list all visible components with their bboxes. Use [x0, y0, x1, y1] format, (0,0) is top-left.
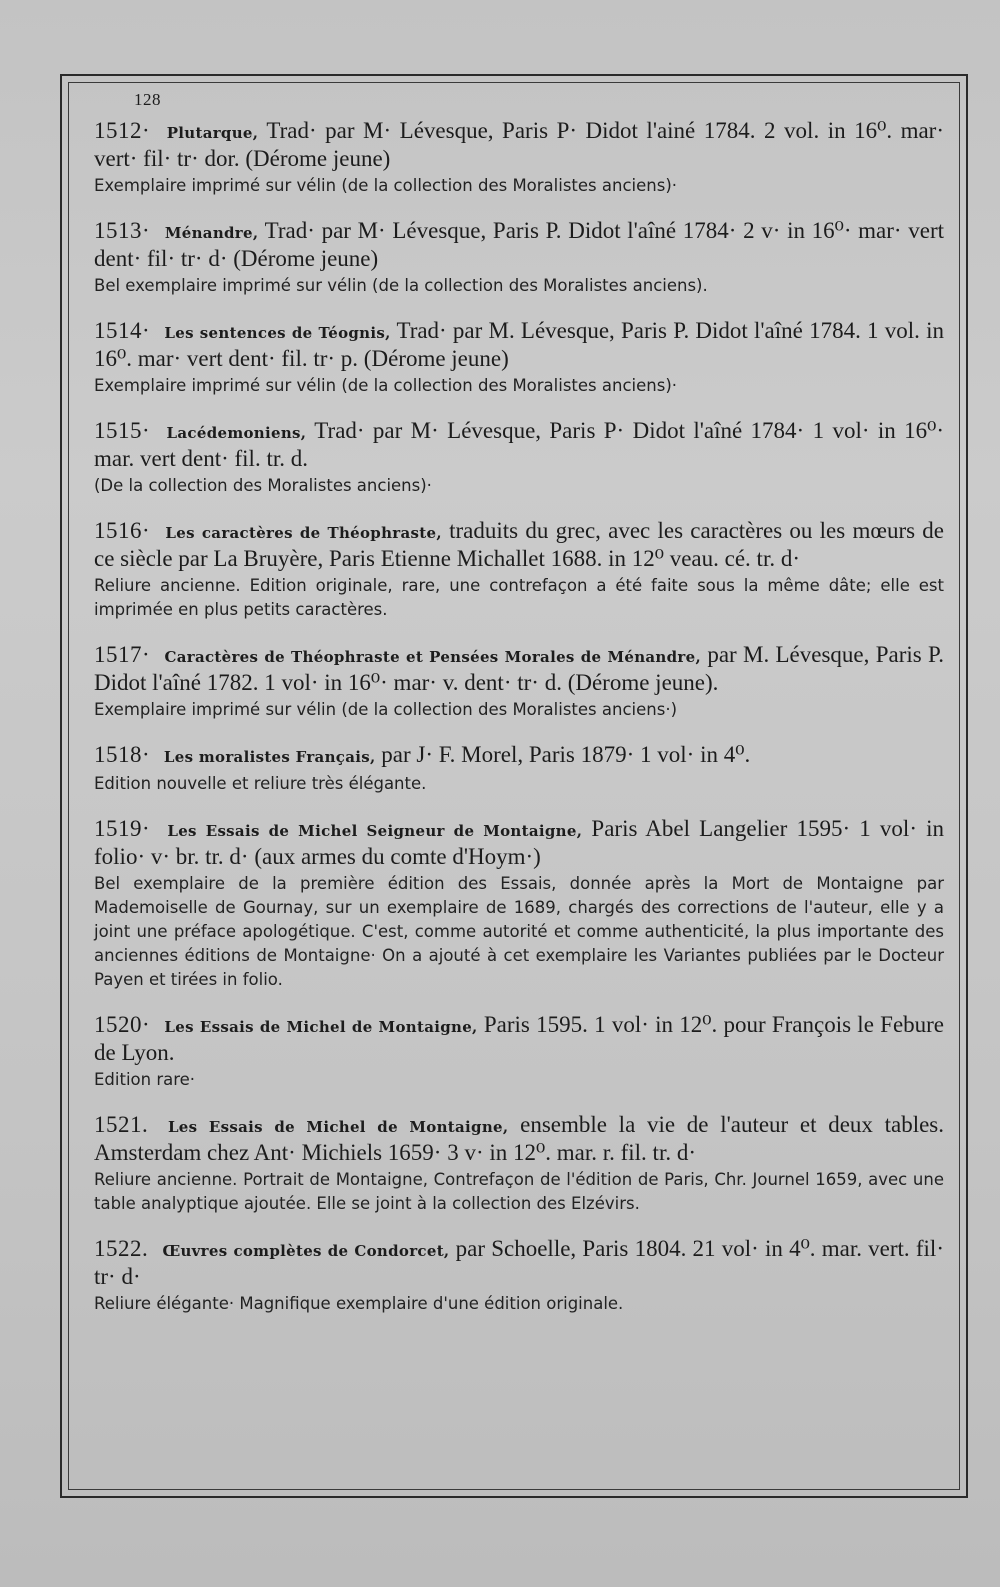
entry-title: Caractères de Théophraste et Pensées Morales de Ménandre, [164, 648, 701, 666]
entry-heading [94, 1236, 944, 1290]
catalogue-entry [94, 418, 944, 498]
entry-note: Bel exemplaire imprimé sur vélin (de la collection des Moralistes anciens). [94, 276, 708, 295]
entry-heading [94, 742, 944, 770]
entry-title: Lacédemoniens, [166, 424, 307, 442]
entry-title: Œuvres complètes de Condorcet, [162, 1242, 450, 1260]
entry-heading [94, 318, 944, 372]
entry-description: Trad· par M. Lévesque, Paris P. Didot l'aîné 1784. 1 vol. in 16⁰. mar· vert dent· fil. tr· p. (Dérome jeune) [94, 318, 944, 371]
catalogue-entry [94, 816, 944, 992]
entry-description: par J· F. Morel, Paris 1879· 1 vol· in 4⁰. [381, 742, 751, 767]
entry-description: Trad· par M· Lévesque, Paris P· Didot l'aîné 1784· 1 vol· in 16⁰· mar. vert dent· fil. tr. d. [94, 418, 945, 471]
entry-description: Paris 1595. 1 vol· in 12⁰. pour François le Febure de Lyon. [94, 1012, 945, 1065]
entry-description: Trad· par M· Lévesque, Paris P. Didot l'aîné 1784· 2 v· in 16⁰· mar· vert dent· fil· tr· d· (Dérome jeune) [94, 218, 945, 271]
entry-note: Bel exemplaire de la première édition des Essais, donnée après la Mort de Montaigne par Mademoiselle de Gournay, sur un exemplaire de 1689, chargés des corrections de l'auteur, elle y a joint une préface apologétique. C'est, comme autorité et comme authenticité, la plus importante des anciennes éditions de Montaigne· On a ajouté à cet exemplaire les Variantes publiées par le Docteur Payen et tirées in folio. [94, 874, 944, 989]
entry-description: ensemble la vie de l'auteur et deux tables. Amsterdam chez Ant· Michiels 1659· 3 v· in 12⁰. mar. r. fil. tr. d· [94, 1112, 945, 1165]
entry-number: 1515· [94, 418, 151, 443]
catalogue-entry [94, 318, 944, 398]
entry-note: Exemplaire imprimé sur vélin (de la collection des Moralistes anciens)· [94, 376, 678, 395]
entry-number: 1519· [94, 816, 151, 841]
entry-heading [94, 418, 944, 472]
page-number: 128 [134, 90, 161, 109]
entry-description: Trad· par M· Lévesque, Paris P· Didot l'ainé 1784. 2 vol. in 16⁰. mar· vert· fil· tr· dor. (Dérome jeune) [94, 118, 944, 171]
entry-title: Les Essais de Michel Seigneur de Montaigne, [167, 822, 583, 840]
entry-title: Ménandre, [164, 224, 259, 242]
entry-note: Edition rare· [94, 1070, 196, 1089]
entry-note: Edition nouvelle et reliure très élégante. [94, 774, 427, 793]
entry-description: par Schoelle, Paris 1804. 21 vol· in 4⁰. mar. vert. fil· tr· d· [94, 1236, 944, 1289]
entry-number: 1520· [94, 1012, 151, 1037]
catalogue-entry [94, 1236, 944, 1316]
entry-note: Reliure ancienne. Edition originale, rare, une contrefaçon a été faite sous la même dâte; elle est imprimée en plus petits caractères. [94, 576, 944, 619]
entry-heading [94, 642, 944, 696]
entry-number: 1514· [94, 318, 151, 343]
entry-title: Les caractères de Théophraste, [165, 524, 442, 542]
entry-note: Reliure élégante· Magnifique exemplaire d'une édition originale. [94, 1294, 624, 1313]
entry-title: Plutarque, [166, 124, 259, 142]
entry-heading [94, 518, 944, 572]
catalogue-entry [94, 518, 944, 622]
catalogue-entry [94, 642, 944, 722]
entry-note: Exemplaire imprimé sur vélin (de la collection des Moralistes anciens)· [94, 176, 678, 195]
catalogue-entries [94, 118, 944, 1336]
entry-title: Les moralistes Français, [163, 748, 376, 766]
entry-note: (De la collection des Moralistes anciens)· [94, 476, 432, 495]
entry-number: 1512· [94, 118, 151, 143]
entry-number: 1521. [94, 1112, 149, 1137]
entry-heading [94, 1112, 944, 1166]
catalogue-entry [94, 218, 944, 298]
catalogue-entry [94, 742, 944, 796]
entry-number: 1517· [94, 642, 151, 667]
entry-note: Reliure ancienne. Portrait de Montaigne, Contrefaçon de l'édition de Paris, Chr. Journel 1659, avec une table analyptique ajoutée. Elle se joint à la collection des Elzévirs. [94, 1170, 944, 1213]
catalogue-entry [94, 1012, 944, 1092]
entry-number: 1516· [94, 518, 151, 543]
entry-note: Exemplaire imprimé sur vélin (de la collection des Moralistes anciens·) [94, 700, 678, 719]
entry-title: Les Essais de Michel de Montaigne, [164, 1018, 478, 1036]
entry-description: traduits du grec, avec les caractères ou les mœurs de ce siècle par La Bruyère, Paris Etienne Michallet 1688. in 12⁰ veau. cé. tr. d· [94, 518, 945, 571]
entry-title: Les sentences de Téognis, [164, 324, 391, 342]
entry-title: Les Essais de Michel de Montaigne, [167, 1118, 509, 1136]
catalogue-entry [94, 118, 944, 198]
entry-heading [94, 816, 944, 870]
entry-number: 1522. [94, 1236, 149, 1261]
entry-heading [94, 218, 944, 272]
entry-heading [94, 1012, 944, 1066]
entry-heading [94, 118, 944, 172]
entry-description: Paris Abel Langelier 1595· 1 vol· in folio· v· br. tr. d· (aux armes du comte d'Hoym·) [94, 816, 945, 869]
catalogue-entry [94, 1112, 944, 1216]
entry-number: 1518· [94, 742, 151, 767]
entry-number: 1513· [94, 218, 151, 243]
entry-description: par M. Lévesque, Paris P. Didot l'aîné 1782. 1 vol· in 16⁰· mar· v. dent· tr· d. (Dérome jeune). [94, 642, 944, 695]
